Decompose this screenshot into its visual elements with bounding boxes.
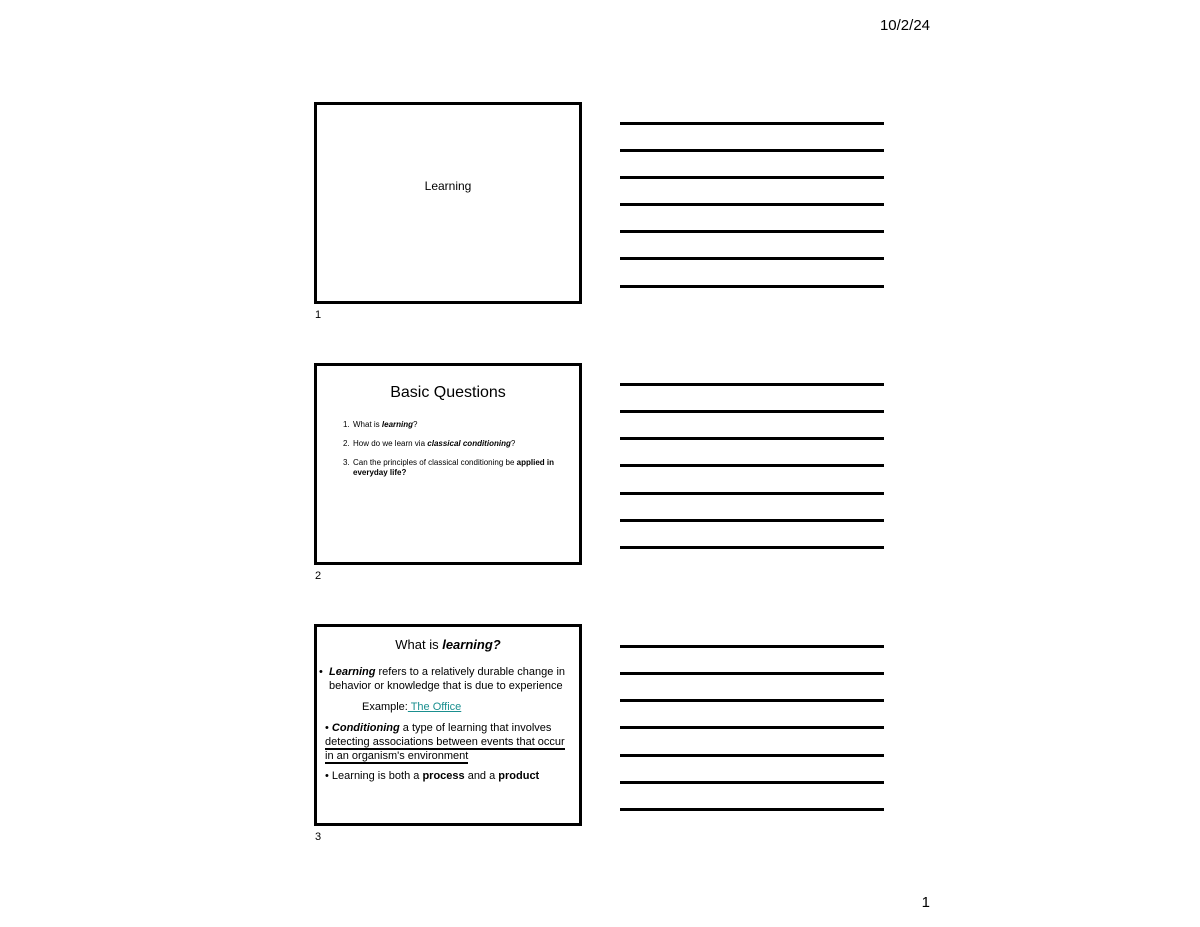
- slide-2-title: Basic Questions: [390, 384, 506, 401]
- list-item-number: 1.: [343, 420, 350, 429]
- notes-line: [620, 492, 884, 495]
- notes-line: [620, 645, 884, 648]
- notes-line: [620, 437, 884, 440]
- notes-line: [620, 230, 884, 233]
- list-item-text: ?: [510, 439, 516, 448]
- list-item-emphasis: classical conditioning: [427, 439, 511, 448]
- slide-2-number: 2: [315, 570, 322, 582]
- slide-3-learning-definition: [317, 665, 567, 693]
- definition-underlined-text: detecting associations between events that occur in an organism's environment: [325, 736, 565, 762]
- bullet-icon: •: [325, 722, 332, 734]
- bullet-icon: •: [325, 770, 332, 782]
- notes-line: [620, 285, 884, 288]
- slide-1-thumbnail: [314, 102, 582, 304]
- slide-3-conditioning-definition: [317, 721, 567, 763]
- notes-line: [620, 726, 884, 729]
- slide-3-thumbnail: [314, 624, 582, 826]
- notes-line: [620, 410, 884, 413]
- term-learning: Learning: [329, 666, 376, 678]
- notes-line: [620, 176, 884, 179]
- notes-line: [620, 699, 884, 702]
- definition-text: a type of learning that involves: [399, 722, 552, 734]
- list-item: [343, 420, 555, 430]
- slide-3-number: 3: [315, 831, 322, 843]
- notes-line: [620, 781, 884, 784]
- notes-line: [620, 672, 884, 675]
- list-item-number: 3.: [343, 458, 350, 467]
- list-item-number: 2.: [343, 439, 350, 448]
- list-item-emphasis: learning: [381, 420, 414, 429]
- slide-3-example: [317, 700, 567, 714]
- notes-line: [620, 464, 884, 467]
- page-number: 1: [921, 894, 930, 911]
- bullet-icon: •: [319, 666, 323, 678]
- list-item-text: How do we learn via: [353, 439, 428, 448]
- list-item-text: Can the principles of classical conditioning be: [353, 458, 517, 467]
- slide-2-thumbnail: [314, 363, 582, 565]
- list-item: [343, 439, 555, 449]
- list-item: [343, 458, 555, 478]
- statement-text: Learning is both a: [331, 770, 423, 782]
- notes-line: [620, 754, 884, 757]
- notes-line: [620, 519, 884, 522]
- notes-line: [620, 808, 884, 811]
- slide-1-number: 1: [315, 309, 322, 321]
- slide-3-title: [317, 637, 579, 652]
- term-product: product: [498, 770, 540, 782]
- slide-2-question-list: [343, 420, 555, 487]
- term-process: process: [422, 770, 465, 782]
- slide-3-title-text: What is: [395, 637, 443, 652]
- header-date: 10/2/24: [879, 17, 930, 34]
- list-item-text: What is: [353, 420, 382, 429]
- slide-3-process-product: [317, 769, 567, 783]
- definition-text: refers to a relatively durable change in behavior or knowledge that is due to experience: [329, 666, 566, 692]
- notes-line: [620, 383, 884, 386]
- notes-line: [620, 257, 884, 260]
- notes-line: [620, 546, 884, 549]
- example-link[interactable]: The Office: [407, 701, 462, 713]
- example-label: Example:: [362, 701, 408, 713]
- slide-1-title: Learning: [424, 179, 472, 193]
- list-item-text: ?: [413, 420, 418, 429]
- notes-line: [620, 149, 884, 152]
- notes-line: [620, 122, 884, 125]
- term-conditioning: Conditioning: [331, 722, 400, 734]
- statement-text: and a: [464, 770, 499, 782]
- slide-3-body: [317, 665, 567, 783]
- notes-line: [620, 203, 884, 206]
- slide-3-title-emphasis: learning?: [442, 637, 501, 652]
- list-item-emphasis: applied in everyday life?: [353, 458, 554, 477]
